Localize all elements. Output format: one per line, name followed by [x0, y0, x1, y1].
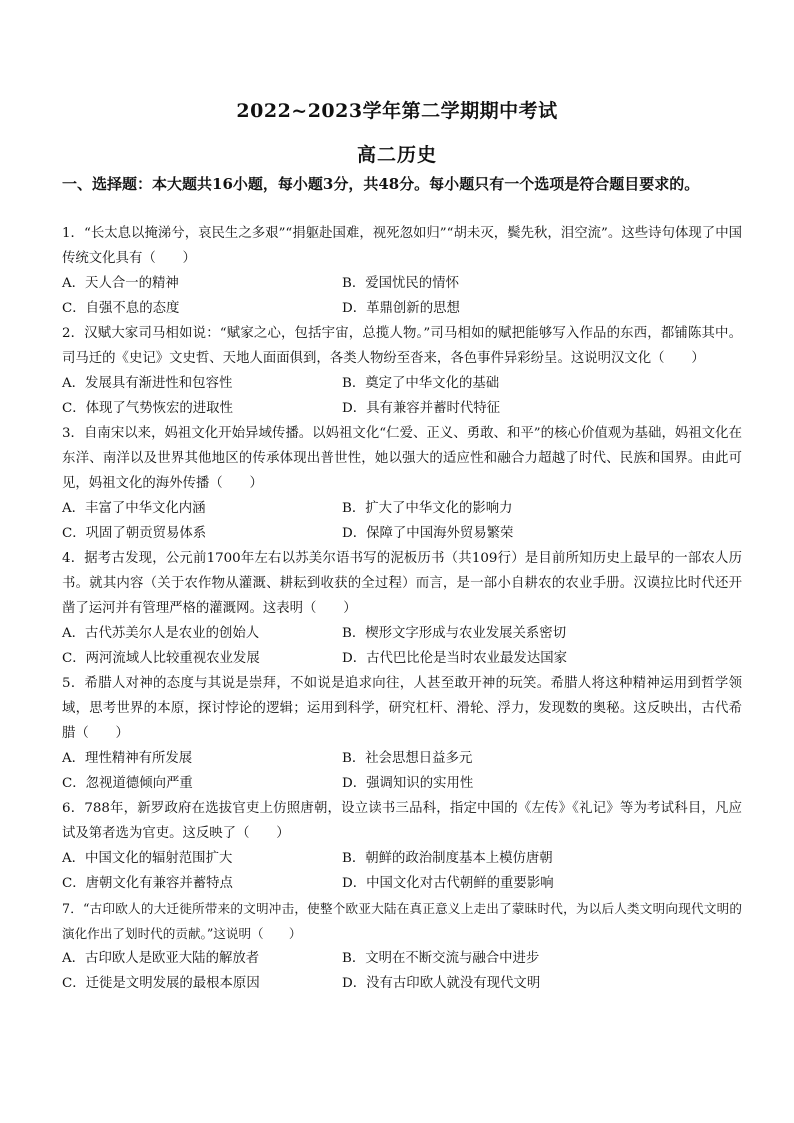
option-row [62, 271, 742, 296]
question-4 [62, 546, 742, 671]
option-row [62, 946, 742, 971]
option-a: A．发展具有渐进性和包容性 [62, 376, 233, 391]
option-row [62, 396, 742, 421]
option-row [62, 296, 742, 321]
option-row [62, 646, 742, 671]
option-b: B．爱国忧民的情怀 [342, 276, 459, 291]
question-2 [62, 321, 742, 421]
option-d: D．没有古印欧人就没有现代文明 [342, 976, 541, 991]
option-row [62, 746, 742, 771]
option-d: D．中国文化对古代朝鲜的重要影响 [342, 876, 554, 891]
option-row [62, 871, 742, 896]
question-stem: 1．“长太息以掩涕兮，哀民生之多艰”“捐躯赴国难，视死忽如归”“胡未灭，鬓先秋，泪空流”。这些诗句体现了中国传统文化具有（ ） [62, 226, 742, 266]
question-list [62, 221, 742, 996]
option-row [62, 846, 742, 871]
question-stem: 4．据考古发现，公元前1700年左右以苏美尔语书写的泥板历书（共109行）是目前所知历史上最早的一部农人历书。就其内容（关于农作物从灌溉、耕耘到收获的全过程）而言，是一部小自耕农的农业手册。汉谟拉比时代还开凿了运河并有管理严格的灌溉网。这表明（ ） [62, 551, 742, 616]
option-row [62, 521, 742, 546]
option-c: C．体现了气势恢宏的进取性 [62, 401, 233, 416]
question-6 [62, 796, 742, 896]
option-c: C．自强不息的态度 [62, 301, 180, 316]
question-stem: 6．788年，新罗政府在选拔官吏上仿照唐朝，设立读书三品科，指定中国的《左传》《礼记》等为考试科目，凡应试及第者选为官吏。这反映了（ ） [62, 801, 742, 841]
option-row [62, 371, 742, 396]
option-b: B．扩大了中华文化的影响力 [342, 501, 513, 516]
question-stem: 7．“古印欧人的大迁徙所带来的文明冲击，使整个欧亚大陆在真正意义上走出了蒙昧时代，为以后人类文明向现代文明的演化作出了划时代的贡献。”这说明（ ） [62, 901, 742, 941]
question-5 [62, 671, 742, 796]
option-b: B．社会思想日益多元 [342, 751, 473, 766]
option-c: C．忽视道德倾向严重 [62, 776, 193, 791]
option-a: A．古代苏美尔人是农业的创始人 [62, 626, 260, 641]
option-d: D．保障了中国海外贸易繁荣 [342, 526, 514, 541]
option-c: C．唐朝文化有兼容并蓄特点 [62, 876, 233, 891]
option-d: D．具有兼容并蓄时代特征 [342, 401, 501, 416]
exam-subject: 高二历史 [356, 144, 437, 166]
option-row [62, 496, 742, 521]
option-b: B．朝鲜的政治制度基本上模仿唐朝 [342, 851, 553, 866]
option-row [62, 771, 742, 796]
option-a: A．丰富了中华文化内涵 [62, 501, 206, 516]
option-a: A．理性精神有所发展 [62, 751, 193, 766]
option-row [62, 971, 742, 996]
question-stem: 2．汉赋大家司马相如说：“赋家之心，包括宇宙，总揽人物。”司马相如的赋把能够写入作品的东西，都铺陈其中。司马迁的《史记》文史哲、天地人面面俱到，各类人物纷至沓来，各色事件异彩纷呈。这说明汉文化（ ） [62, 326, 742, 366]
option-a: A．中国文化的辐射范围扩大 [62, 851, 233, 866]
option-b: B．文明在不断交流与融合中进步 [342, 951, 540, 966]
question-1 [62, 221, 742, 321]
option-d: D．古代巴比伦是当时农业最发达国家 [342, 651, 567, 666]
option-d: D．强调知识的实用性 [342, 776, 474, 791]
option-a: A．古印欧人是欧亚大陆的解放者 [62, 951, 260, 966]
option-c: C．巩固了朝贡贸易体系 [62, 526, 207, 541]
option-c: C．迁徙是文明发展的最根本原因 [62, 976, 260, 991]
option-row [62, 621, 742, 646]
option-d: D．革鼎创新的思想 [342, 301, 460, 316]
option-c: C．两河流域人比较重视农业发展 [62, 651, 260, 666]
section-heading: 一、选择题：本大题共16小题，每小题3分，共48分。每小题只有一个选项是符合题目要求的。 [62, 175, 700, 193]
question-7 [62, 896, 742, 996]
question-3 [62, 421, 742, 546]
question-stem: 3．自南宋以来，妈祖文化开始异域传播。以妈祖文化“仁爱、正义、勇敢、和平”的核心价值观为基础，妈祖文化在东洋、南洋以及世界其他地区的传承体现出普世性，她以强大的适应性和融合力超越了时代、民族和国界。由此可见，妈祖文化的海外传播（ ） [62, 426, 742, 491]
option-b: B．奠定了中华文化的基础 [342, 376, 500, 391]
exam-title: 2022~2023学年第二学期期中考试 [236, 100, 558, 122]
option-b: B．楔形文字形成与农业发展关系密切 [342, 626, 567, 641]
question-stem: 5．希腊人对神的态度与其说是崇拜，不如说是追求向往，人甚至敢开神的玩笑。希腊人将这种精神运用到哲学领域，思考世界的本原，探讨悖论的逻辑；运用到科学，研究杠杆、滑轮、浮力，发现数的奥秘。这反映出，古代希腊（ ） [62, 676, 742, 741]
option-a: A．天人合一的精神 [62, 276, 179, 291]
